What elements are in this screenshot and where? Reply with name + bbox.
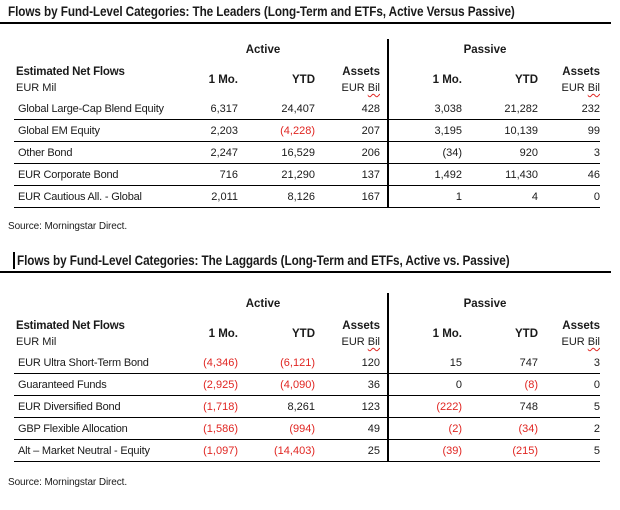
flow-value: (34) — [442, 146, 462, 159]
flow-value: 167 — [361, 190, 380, 203]
estimated-net-flows-label: Estimated Net Flows — [16, 320, 125, 332]
assets-label: Assets — [562, 320, 600, 332]
misspelled-bil-word: Bil — [587, 82, 600, 94]
flow-value: 3,038 — [434, 102, 462, 115]
flow-value: 24,407 — [281, 102, 315, 115]
flow-value: (34) — [518, 422, 538, 435]
eur-mil-label: EUR Mil — [16, 336, 57, 348]
table-row — [14, 418, 600, 440]
leaders-title: Flows by Fund-Level Categories: The Leaders (Long-Term and ETFs, Active Versus Passive) — [8, 4, 515, 19]
passive-assets-header — [538, 316, 600, 352]
flow-value: 747 — [519, 356, 538, 369]
assets-unit-label: EUR Bil — [341, 82, 380, 94]
flow-value: 428 — [361, 102, 380, 115]
table-row — [14, 164, 600, 186]
active-ytd-header: YTD — [292, 74, 315, 86]
flow-value: 2,011 — [211, 190, 238, 203]
flow-value: (6,121) — [280, 356, 315, 369]
leaders-column-header-row — [14, 62, 600, 98]
flow-value: (994) — [289, 422, 315, 435]
leaders-title-rule — [0, 22, 611, 24]
laggards-group-header-row — [14, 292, 600, 316]
flow-value: (14,403) — [274, 444, 315, 457]
flow-value: 49 — [367, 422, 380, 435]
flow-value: (4,346) — [203, 356, 238, 369]
flow-value: 232 — [581, 102, 600, 115]
active-assets-header — [315, 316, 380, 352]
assets-unit-label: EUR Bil — [561, 82, 600, 94]
estimated-net-flows-label: Estimated Net Flows — [16, 66, 125, 78]
flow-value: 2,203 — [210, 124, 238, 137]
flow-value: 21,282 — [504, 102, 538, 115]
assets-unit-label: EUR Bil — [341, 336, 380, 348]
active-passive-divider — [387, 39, 389, 208]
flow-value: (1,097) — [203, 444, 238, 457]
laggards-title-rule — [0, 271, 611, 273]
flow-value: 0 — [593, 190, 600, 203]
flow-value: 1,492 — [434, 168, 462, 181]
flow-value: 137 — [361, 168, 380, 181]
category-label: GBP Flexible Allocation — [18, 422, 128, 435]
flow-value: 4 — [531, 190, 538, 203]
assets-label: Assets — [342, 320, 380, 332]
flow-value: 15 — [449, 356, 462, 369]
flow-value: 3 — [593, 146, 600, 159]
flow-value: 120 — [361, 356, 380, 369]
passive-ytd-header: YTD — [515, 328, 538, 340]
table-row — [14, 396, 600, 418]
text-cursor — [13, 252, 15, 269]
active-group-label: Active — [245, 298, 281, 310]
category-label: EUR Cautious All. - Global — [18, 190, 142, 203]
category-label: Guaranteed Funds — [18, 378, 107, 391]
active-group-label: Active — [245, 44, 281, 56]
flow-value: 8,261 — [287, 400, 315, 413]
passive-assets-header — [538, 62, 600, 98]
category-label: Other Bond — [18, 146, 73, 159]
table-row — [14, 142, 600, 164]
row-header — [14, 316, 170, 352]
misspelled-bil-word: Bil — [367, 336, 380, 348]
flow-value: 207 — [361, 124, 380, 137]
laggards-rows — [14, 352, 600, 462]
flow-value: 3 — [593, 356, 600, 369]
misspelled-bil-word: Bil — [367, 82, 380, 94]
flow-value: 99 — [587, 124, 600, 137]
table-row — [14, 186, 600, 208]
row-header — [14, 62, 170, 98]
flow-value: 716 — [219, 168, 238, 181]
eur-mil-label: EUR Mil — [16, 82, 57, 94]
laggards-source-note: Source: Morningstar Direct. — [8, 477, 128, 488]
table-row — [14, 440, 600, 462]
flow-value: 123 — [361, 400, 380, 413]
flow-value: 10,139 — [504, 124, 538, 137]
flow-value: (2,925) — [203, 378, 238, 391]
flow-value: 2 — [593, 422, 600, 435]
flow-value: (215) — [512, 444, 538, 457]
passive-1mo-header: 1 Mo. — [432, 328, 462, 340]
flow-value: 11,430 — [505, 168, 538, 181]
flow-value: 0 — [593, 378, 600, 391]
laggards-table — [14, 292, 600, 462]
category-label: EUR Corporate Bond — [18, 168, 119, 181]
assets-label: Assets — [342, 66, 380, 78]
table-row — [14, 374, 600, 396]
flow-value: (4,090) — [280, 378, 315, 391]
flow-value: 920 — [519, 146, 538, 159]
table-row — [14, 352, 600, 374]
flow-value: (2) — [448, 422, 462, 435]
category-label: Global EM Equity — [18, 124, 100, 137]
flow-value: 8,126 — [287, 190, 315, 203]
leaders-table — [14, 38, 600, 208]
flow-value: (8) — [524, 378, 538, 391]
flow-value: 748 — [519, 400, 538, 413]
flow-value: (1,586) — [203, 422, 238, 435]
passive-ytd-header: YTD — [515, 74, 538, 86]
leaders-source-note: Source: Morningstar Direct. — [8, 221, 128, 232]
flow-value: 46 — [587, 168, 600, 181]
passive-group-label: Passive — [463, 298, 507, 310]
flow-value: (222) — [436, 400, 462, 413]
active-1mo-header: 1 Mo. — [208, 328, 238, 340]
leaders-group-header-row — [14, 38, 600, 62]
laggards-title: Flows by Fund-Level Categories: The Laggards (Long-Term and ETFs, Active vs. Passive) — [17, 253, 510, 268]
assets-unit-label: EUR Bil — [561, 336, 600, 348]
laggards-column-header-row — [14, 316, 600, 352]
flow-value: 6,317 — [210, 102, 238, 115]
active-passive-divider — [387, 293, 389, 462]
flow-value: 0 — [455, 378, 462, 391]
leaders-rows — [14, 98, 600, 208]
active-ytd-header: YTD — [292, 328, 315, 340]
flow-value: (39) — [442, 444, 462, 457]
misspelled-bil-word: Bil — [587, 336, 600, 348]
table-row — [14, 98, 600, 120]
flow-value: 2,247 — [210, 146, 238, 159]
flow-value: 16,529 — [281, 146, 315, 159]
category-label: EUR Diversified Bond — [18, 400, 121, 413]
flow-value: (4,228) — [280, 124, 315, 137]
table-row — [14, 120, 600, 142]
flow-value: 25 — [367, 444, 380, 457]
flow-value: 21,290 — [281, 168, 315, 181]
active-assets-header — [315, 62, 380, 98]
passive-1mo-header: 1 Mo. — [432, 74, 462, 86]
flow-value: (1,718) — [203, 400, 238, 413]
flow-value: 206 — [361, 146, 380, 159]
flow-value: 3,195 — [434, 124, 462, 137]
passive-group-label: Passive — [463, 44, 507, 56]
category-label: Alt – Market Neutral - Equity — [18, 444, 150, 457]
category-label: Global Large-Cap Blend Equity — [18, 102, 164, 115]
active-1mo-header: 1 Mo. — [208, 74, 238, 86]
flow-value: 5 — [593, 400, 600, 413]
flow-value: 5 — [593, 444, 600, 457]
flow-value: 1 — [455, 190, 462, 203]
flow-value: 36 — [367, 378, 380, 391]
category-label: EUR Ultra Short-Term Bond — [18, 356, 149, 369]
assets-label: Assets — [562, 66, 600, 78]
